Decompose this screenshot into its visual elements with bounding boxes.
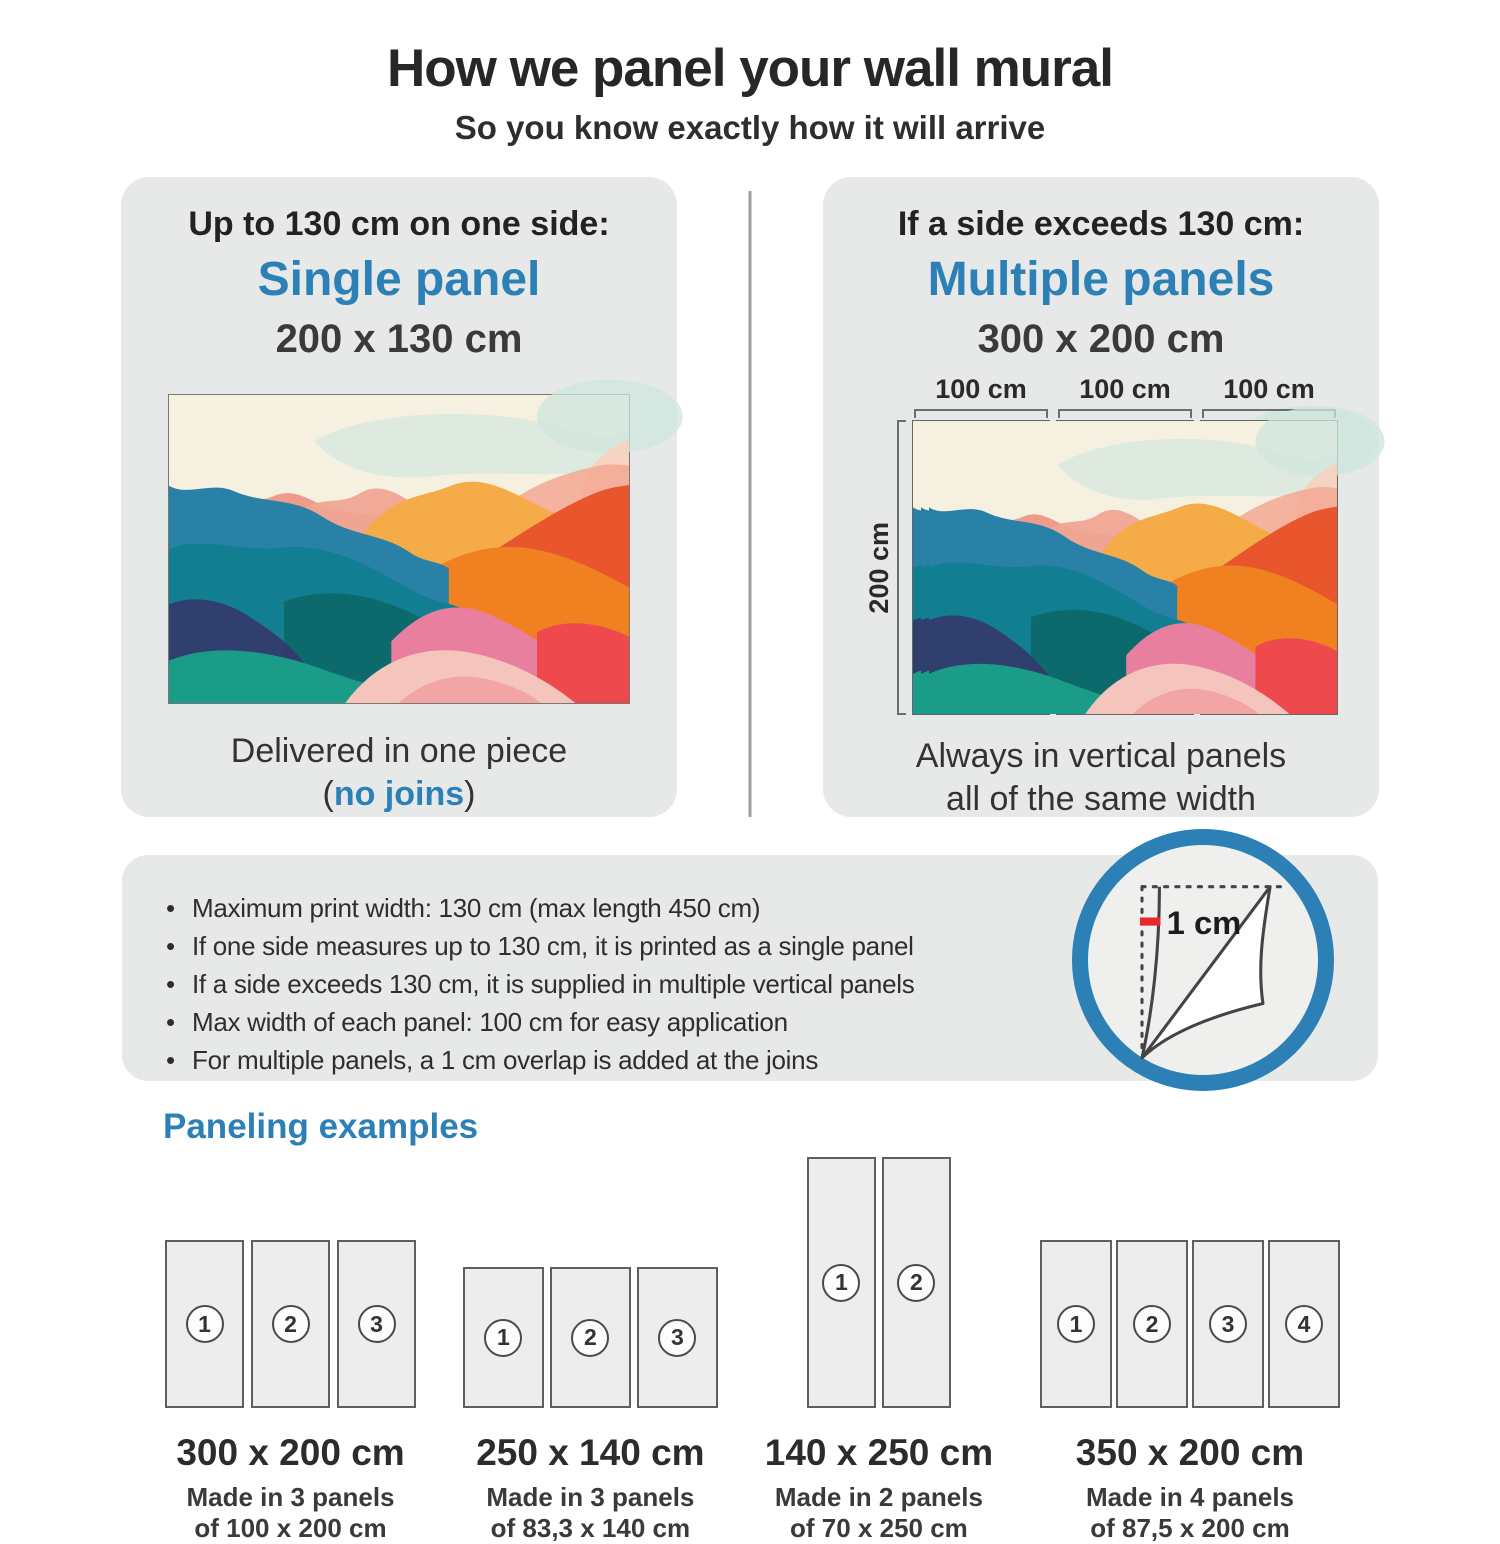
panel-number-badge: 4 bbox=[1285, 1305, 1323, 1343]
example-size: 250 x 140 cm bbox=[476, 1432, 705, 1473]
comparison-cards bbox=[0, 177, 1500, 817]
single-panel-size: 200 x 130 cm bbox=[275, 317, 523, 361]
overlap-measure-label: 1 cm bbox=[1166, 903, 1241, 941]
example-350x200 bbox=[1040, 1240, 1340, 1544]
info-bullet: • For multiple panels, a 1 cm overlap is added at the joins bbox=[164, 1041, 1058, 1079]
panel-number-badge: 1 bbox=[186, 1305, 224, 1343]
panel bbox=[807, 1157, 876, 1408]
single-panel-caption bbox=[121, 730, 677, 816]
panel-number-badge: 2 bbox=[571, 1319, 609, 1357]
example-panels bbox=[1040, 1240, 1340, 1408]
info-bullet: • If a side exceeds 130 cm, it is supplied in multiple vertical panels bbox=[164, 965, 1058, 1003]
panel bbox=[1040, 1240, 1112, 1408]
multiple-panels-size: 300 x 200 cm bbox=[977, 317, 1225, 361]
multiple-panels-caption bbox=[823, 735, 1379, 821]
multiple-panels-heading: Multiple panels bbox=[927, 253, 1275, 306]
example-size: 300 x 200 cm bbox=[176, 1432, 405, 1473]
example-made: Made in 3 panels bbox=[186, 1482, 395, 1512]
example-size: 350 x 200 cm bbox=[1075, 1432, 1305, 1473]
examples-row bbox=[165, 1157, 1340, 1544]
panel bbox=[165, 1240, 244, 1408]
multiple-panels-condition: If a side exceeds 130 cm: bbox=[897, 205, 1305, 243]
page-title: How we panel your wall mural bbox=[387, 39, 1113, 98]
example-of: of 87,5 x 200 cm bbox=[1090, 1513, 1290, 1543]
page-header bbox=[0, 0, 1500, 147]
width-label-1: 100 cm bbox=[935, 374, 1027, 404]
panel-number-badge: 3 bbox=[358, 1305, 396, 1343]
caption-line2: all of the same width bbox=[946, 780, 1256, 819]
single-panel-card bbox=[121, 177, 677, 817]
example-panels bbox=[463, 1267, 718, 1408]
panel-number-badge: 1 bbox=[822, 1264, 860, 1302]
example-panels bbox=[807, 1157, 951, 1408]
panel-number-badge: 1 bbox=[484, 1319, 522, 1357]
width-label-2: 100 cm bbox=[1079, 374, 1171, 404]
example-140x250 bbox=[765, 1157, 993, 1544]
example-made: Made in 4 panels bbox=[1085, 1482, 1295, 1512]
example-of: of 83,3 x 140 cm bbox=[490, 1513, 691, 1543]
panel-number-badge: 3 bbox=[1209, 1305, 1247, 1343]
panel-number-badge: 2 bbox=[897, 1264, 935, 1302]
example-300x200 bbox=[165, 1240, 416, 1544]
info-section bbox=[122, 855, 1378, 1081]
cards-divider bbox=[749, 191, 752, 817]
panel bbox=[1268, 1240, 1340, 1408]
page-subtitle: So you know exactly how it will arrive bbox=[454, 109, 1046, 146]
panel-number-badge: 3 bbox=[658, 1319, 696, 1357]
single-panel-condition: Up to 130 cm on one side: bbox=[188, 205, 610, 243]
no-joins-text: no joins bbox=[333, 775, 465, 814]
example-made: Made in 2 panels bbox=[774, 1482, 983, 1512]
multiple-panels-card bbox=[823, 177, 1379, 817]
overlap-icon bbox=[1072, 829, 1334, 1091]
panel-number-badge: 2 bbox=[272, 1305, 310, 1343]
example-250x140 bbox=[463, 1267, 718, 1544]
height-label: 200 cm bbox=[864, 521, 894, 614]
panel bbox=[550, 1267, 631, 1408]
info-bullet: • Max width of each panel: 100 cm for easy application bbox=[164, 1003, 1058, 1041]
example-panels bbox=[165, 1240, 416, 1408]
mural-panel-3 bbox=[1200, 374, 1338, 715]
example-made: Made in 3 panels bbox=[486, 1482, 695, 1512]
paren-open: ( bbox=[322, 775, 334, 814]
panel bbox=[337, 1240, 416, 1408]
info-bullet: • Maximum print width: 130 cm (max length 450 cm) bbox=[164, 889, 1058, 927]
single-panel-mural-image bbox=[168, 394, 630, 704]
example-of: of 100 x 200 cm bbox=[194, 1513, 387, 1543]
width-bracket-2 bbox=[1058, 409, 1192, 418]
examples-heading: Paneling examples bbox=[163, 1107, 479, 1146]
panel-number-badge: 1 bbox=[1057, 1305, 1095, 1343]
caption-line1: Always in vertical panels bbox=[915, 737, 1287, 775]
panel bbox=[882, 1157, 951, 1408]
example-size: 140 x 250 cm bbox=[764, 1432, 994, 1473]
panel bbox=[1116, 1240, 1188, 1408]
panel bbox=[637, 1267, 718, 1408]
paren-close: ) bbox=[464, 775, 476, 814]
single-panel-heading: Single panel bbox=[257, 253, 541, 306]
panel-number-badge: 2 bbox=[1133, 1305, 1171, 1343]
panel bbox=[251, 1240, 330, 1408]
height-bracket bbox=[897, 420, 906, 715]
info-bullet-list bbox=[164, 889, 1058, 1079]
height-measure bbox=[864, 420, 906, 715]
paneled-mural-diagram bbox=[823, 374, 1379, 715]
panel bbox=[463, 1267, 544, 1408]
page-curl-icon bbox=[1101, 858, 1306, 1063]
caption-line1: Delivered in one piece bbox=[230, 732, 568, 770]
width-bracket-1 bbox=[914, 409, 1048, 418]
example-of: of 70 x 250 cm bbox=[790, 1513, 968, 1543]
info-bullet: • If one side measures up to 130 cm, it is printed as a single panel bbox=[164, 927, 1058, 965]
panel bbox=[1192, 1240, 1264, 1408]
width-label-3: 100 cm bbox=[1223, 374, 1315, 404]
